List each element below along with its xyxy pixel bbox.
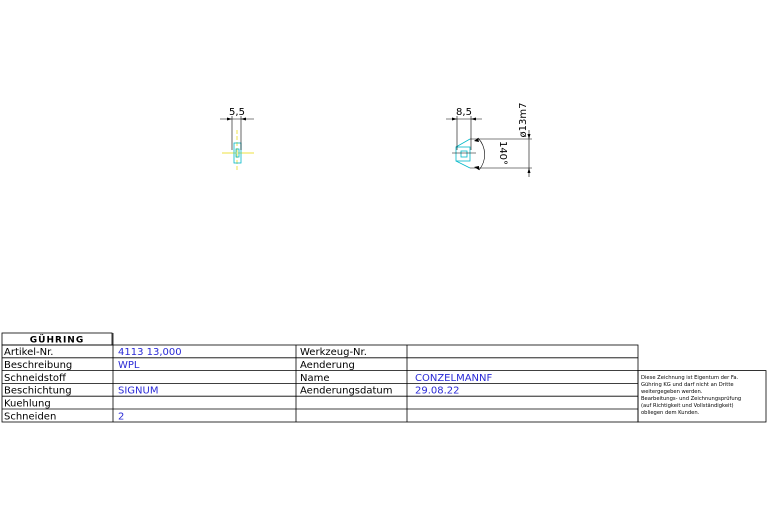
value-schneiden: 2 bbox=[118, 411, 125, 423]
notice-line: weitergegeben werden. bbox=[641, 389, 703, 395]
insert-inner bbox=[461, 151, 467, 157]
notice-line: Bearbeitungs- und Zeichnungsprüfung bbox=[641, 396, 742, 402]
dimension-width-b: 8,5 bbox=[456, 107, 472, 118]
label-werkzeug-nr: Werkzeug-Nr. bbox=[300, 347, 367, 358]
label-kuehlung: Kuehlung bbox=[4, 398, 51, 410]
notice-line: Diese Zeichnung ist Eigentum der Fa. bbox=[641, 375, 739, 381]
angle-arc bbox=[478, 138, 485, 170]
dimension-width-a: 5,5 bbox=[229, 107, 245, 118]
label-beschichtung: Beschichtung bbox=[4, 385, 72, 397]
value-beschichtung: SIGNUM bbox=[118, 385, 159, 397]
right-view bbox=[446, 103, 532, 177]
label-aenderung: Aenderung bbox=[300, 360, 355, 371]
label-schneiden: Schneiden bbox=[4, 411, 57, 423]
ownership-notice bbox=[641, 375, 741, 416]
brand-logo: GÜHRING bbox=[29, 335, 85, 346]
left-view bbox=[220, 107, 254, 172]
arrow-head bbox=[528, 168, 531, 173]
notice-line: obliegen dem Kunden. bbox=[641, 410, 700, 416]
label-artikel-nr: Artikel-Nr. bbox=[4, 347, 54, 358]
label-schneidstoff: Schneidstoff bbox=[4, 373, 66, 384]
notice-line: Gühring KG und darf nicht an Dritte bbox=[641, 382, 734, 388]
cutting-edge bbox=[456, 161, 470, 168]
notice-line: (auf Richtigkeit und Vollständigkeit) bbox=[641, 403, 734, 409]
value-beschreibung: WPL bbox=[118, 360, 140, 371]
dimension-angle: 140° bbox=[497, 140, 508, 166]
value-aenderungsdatum: 29.08.22 bbox=[415, 385, 460, 397]
value-artikel-nr: 4113 13,000 bbox=[118, 347, 182, 358]
cutting-edge bbox=[456, 139, 470, 147]
insert-profile bbox=[456, 147, 470, 161]
dimension-diameter: ø13m7 bbox=[518, 102, 529, 138]
title-block-text bbox=[4, 347, 493, 423]
label-beschreibung: Beschreibung bbox=[4, 360, 73, 371]
label-name: Name bbox=[300, 373, 330, 384]
label-aenderungsdatum: Aenderungsdatum bbox=[300, 385, 393, 397]
value-name: CONZELMANNF bbox=[415, 373, 493, 384]
